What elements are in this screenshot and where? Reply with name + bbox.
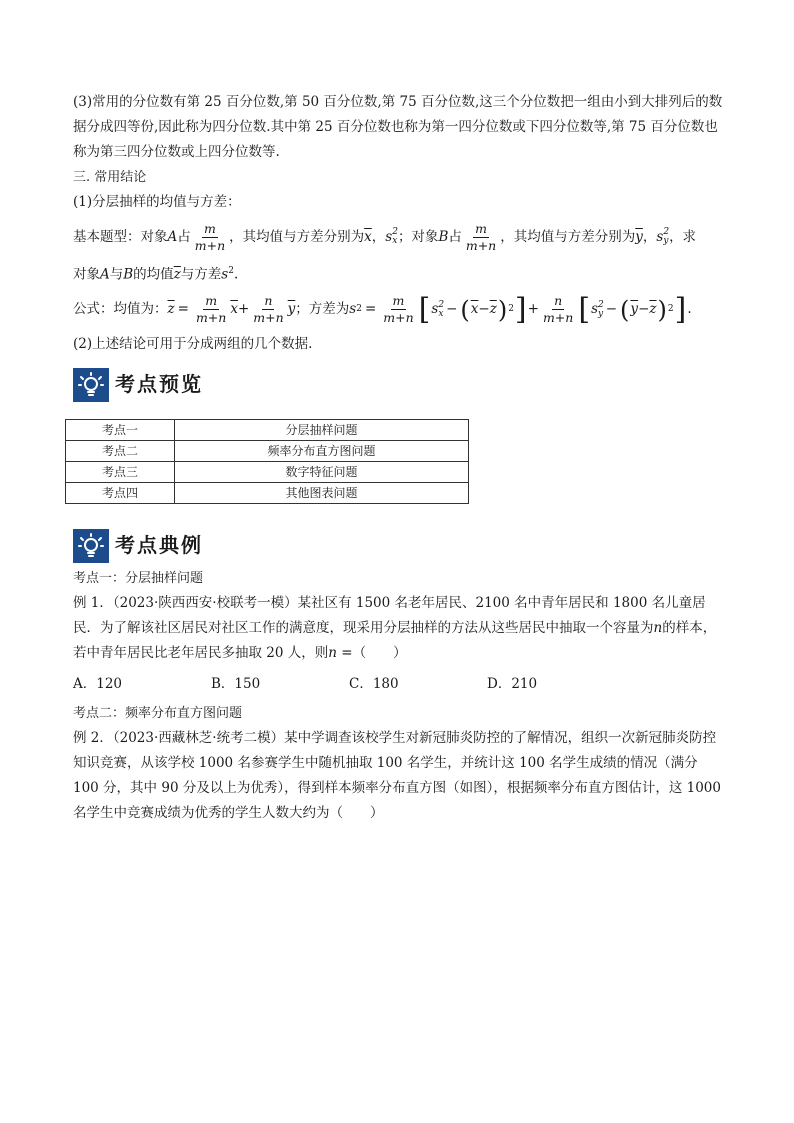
seek-text: ，求 bbox=[669, 228, 697, 245]
preview-table-row bbox=[66, 419, 469, 440]
preview-cell-label: 考点二 bbox=[66, 440, 175, 461]
basic-line-2: 对象A与B的均值$\overline{z}$与方差$s^2$. bbox=[73, 266, 239, 283]
preview-cell-label: 考点一 bbox=[66, 419, 175, 440]
semi-text: ；对象 bbox=[397, 228, 439, 245]
option-c: C．180 bbox=[349, 675, 399, 692]
section3-title: 三. 常用结论 bbox=[73, 170, 147, 185]
example-1: 例 1．（2023·陕西西安·校联考一模）某社区有 1500 名老年居民、2100 名中青年居民和 1800 名儿童居民．为了解该社区居民对社区工作的满意度，现采用分层抽样的方法从这些居民中抽取一个容量为n的样本，若中青年居民比老年居民多抽取 20 人，则n =（ ） bbox=[73, 594, 717, 661]
sub1-title: (1)分层抽样的均值与方差： bbox=[73, 194, 241, 210]
basic-lead: 基本题型：对象 bbox=[73, 228, 168, 245]
basic-line-1: 基本题型：对象 A 占 $\frac{m}{m+n}$ ，其均值与方差分别为 $\overline{x}$ ， s 2 x ；对象 B 占 $\frac{m}{m+n}$ ，其均值与方差分别为 $\overline{y}$ ， s 2 y ，求 bbox=[73, 220, 697, 253]
sub2-text: (2)上述结论可用于分成两组的几个数据. bbox=[73, 335, 313, 352]
example-1-options bbox=[73, 672, 723, 697]
mean-var-text-a: ，其均值与方差分别为 bbox=[229, 228, 365, 245]
fraction-n-mean: $\frac{n}{m+n}$ bbox=[253, 293, 284, 325]
banner-preview bbox=[73, 365, 723, 405]
z-bar: $\overline{z}$ bbox=[173, 266, 181, 283]
preview-table-row bbox=[66, 440, 469, 461]
s-x-squared: s bbox=[385, 228, 393, 245]
option-d: D．210 bbox=[487, 675, 538, 692]
option-a: A．120 bbox=[73, 675, 123, 692]
formula-line: 公式：均值为： $\overline{z}$ = $\frac{m}{m+n}$ $\overline{x}$ + $\frac{n}{m+n}$ $\overline{y}$ ；方差为 s 2 = $\frac{m}{m+n}$ [ s 2 x − ( $\overline{x}$ − $\overline{z}$ ) 2 ] + $\frac{n}{m+n}$ [ s 2 y − ( $\overline{y}$ − $\overline{z}$ ) 2 ] . bbox=[73, 291, 692, 327]
kp1-title: 考点一：分层抽样问题 bbox=[73, 570, 204, 586]
x-bar: $\overline{x}$ bbox=[364, 228, 372, 245]
mean-var-text-b: ，其均值与方差分别为 bbox=[500, 228, 636, 245]
para-quantile: (3)常用的分位数有第 25 百分位数,第 50 百分位数,第 75 百分位数,这三个分位数把一组由小到大排列后的数据分成四等份,因此称为四分位数.其中第 25 百分位数也称为第一四分位数或下四分位数等,第 75 百分位数也称为第三四分位数或上四分位数等. bbox=[73, 94, 723, 160]
preview-cell-topic: 其他图表问题 bbox=[175, 482, 469, 503]
fraction-m-mean: $\frac{m}{m+n}$ bbox=[195, 293, 227, 325]
kp2-title: 考点二：频率分布直方图问题 bbox=[73, 705, 243, 721]
preview-table-row bbox=[66, 461, 469, 482]
banner-preview-title: 考点预览 bbox=[115, 372, 203, 396]
formula-lead: 公式：均值为： bbox=[73, 301, 168, 317]
fraction-n-var: $\frac{n}{m+n}$ bbox=[542, 293, 574, 325]
option-b: B．150 bbox=[211, 675, 261, 692]
y-bar: $\overline{y}$ bbox=[635, 228, 643, 245]
occupies-text: 占 bbox=[177, 228, 191, 245]
preview-cell-label: 考点三 bbox=[66, 461, 175, 482]
preview-table bbox=[65, 419, 469, 504]
example-2: 例 2．（2023·西藏林芝·统考二模）某中学调查该校学生对新冠肺炎防控的了解情况，组织一次新冠肺炎防控知识竞赛，从该学校 1000 名参赛学生中随机抽取 100 名学生，并统计这 100 名学生成绩的情况（满分 100 分，其中 90 分及以上为优秀），得到样本频率分布直方图（如图），根据频率分布直方图估计，这 1000 名学生中竞赛成绩为优秀的学生人数大约为（ ） bbox=[73, 729, 721, 821]
var-a: A bbox=[167, 228, 178, 245]
s-y-squared: s bbox=[656, 228, 664, 245]
preview-cell-topic: 数字特征问题 bbox=[175, 461, 469, 482]
preview-cell-label: 考点四 bbox=[66, 482, 175, 503]
variance-lead: ；方差为 bbox=[295, 301, 350, 317]
fraction-m-var: $\frac{m}{m+n}$ bbox=[383, 293, 414, 325]
preview-cell-topic: 频率分布直方图问题 bbox=[175, 440, 469, 461]
lightbulb-icon bbox=[73, 529, 109, 563]
fraction-a: $\frac{m}{m+n}$ bbox=[194, 220, 226, 253]
preview-cell-topic: 分层抽样问题 bbox=[175, 419, 469, 440]
banner-examples-title: 考点典例 bbox=[115, 533, 203, 557]
banner-examples bbox=[73, 526, 723, 566]
lightbulb-icon bbox=[73, 368, 109, 402]
content-body bbox=[73, 90, 723, 826]
var-b: B bbox=[438, 228, 449, 245]
preview-table-row bbox=[66, 482, 469, 503]
fraction-b: $\frac{m}{m+n}$ bbox=[465, 220, 497, 253]
